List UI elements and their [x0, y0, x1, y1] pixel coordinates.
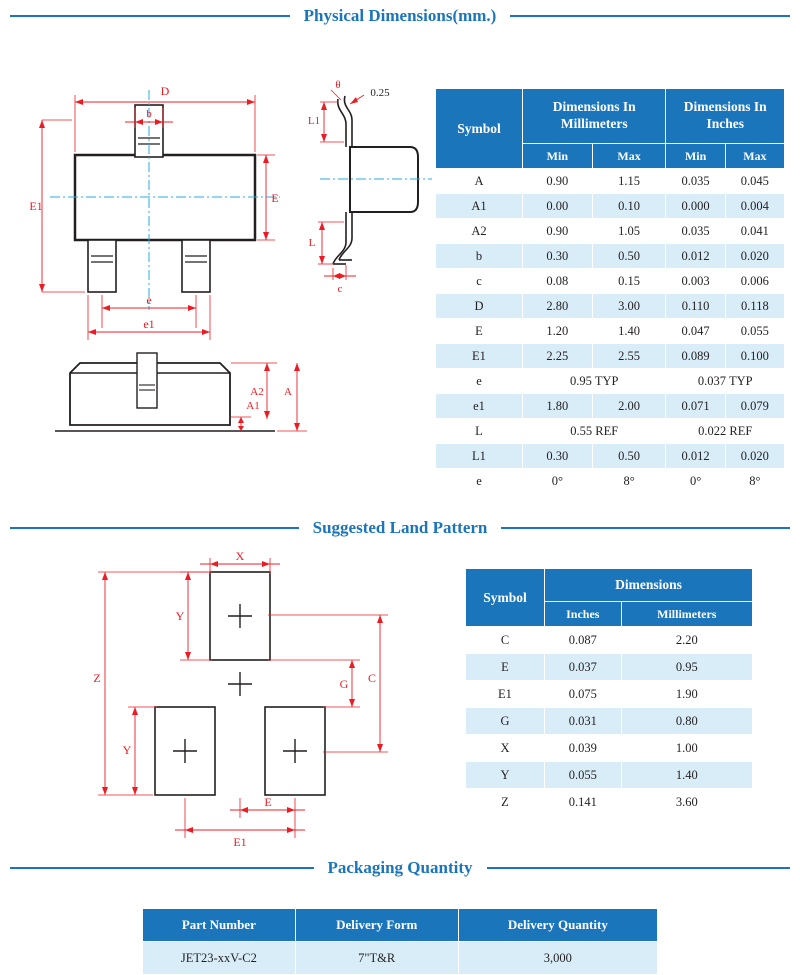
table-row	[436, 344, 785, 369]
cell-mm-max: 0.10	[592, 194, 666, 219]
cell-symbol: D	[436, 294, 523, 319]
cell-delivery-quantity: 3,000	[458, 942, 657, 975]
svg-text:Z: Z	[93, 671, 101, 685]
cell-mm-min: 0.90	[523, 169, 593, 194]
cell-mm: 1.90	[621, 681, 752, 708]
divider-right	[501, 527, 790, 529]
table-row	[466, 681, 753, 708]
cell-symbol: b	[436, 244, 523, 269]
divider-left	[10, 15, 290, 17]
table-row	[466, 708, 753, 735]
cell-mm-max: 2.55	[592, 344, 666, 369]
cell-in-max: 0.100	[725, 344, 784, 369]
svg-text:E1: E1	[30, 199, 43, 213]
cell-symbol: L	[436, 419, 523, 444]
svg-text:θ: θ	[335, 79, 341, 91]
col-header-millimeters: Millimeters	[621, 602, 752, 627]
cell-in-min: 0.035	[666, 169, 725, 194]
col-header-delivery-quantity: Delivery Quantity	[458, 909, 657, 942]
svg-text:A: A	[284, 386, 292, 398]
table-row	[466, 735, 753, 762]
cell-mm-min: 0°	[523, 469, 593, 494]
cell-symbol: A	[436, 169, 523, 194]
table-row	[466, 654, 753, 681]
svg-text:L: L	[308, 237, 316, 249]
cell-mm-max: 1.40	[592, 319, 666, 344]
cell-in-max: 0.004	[725, 194, 784, 219]
table-row	[436, 219, 785, 244]
cell-mm-min: 0.30	[523, 444, 593, 469]
front-view-drawing	[45, 345, 365, 460]
cell-symbol: Z	[466, 789, 545, 816]
cell-mm-min: 0.30	[523, 244, 593, 269]
cell-symbol: A1	[436, 194, 523, 219]
section-header-packaging	[0, 858, 800, 878]
col-header-delivery-form: Delivery Form	[295, 909, 458, 942]
svg-text:C: C	[367, 671, 377, 685]
col-header-part-number: Part Number	[143, 909, 296, 942]
packaging-quantity-table	[142, 908, 658, 975]
svg-text:D: D	[160, 84, 170, 98]
cell-mm-min: 1.80	[523, 394, 593, 419]
table-row	[436, 319, 785, 344]
col-header-millimeters: Dimensions In Millimeters	[523, 89, 666, 144]
table-row	[436, 394, 785, 419]
cell-mm-min: 2.25	[523, 344, 593, 369]
land-pattern-drawing	[80, 552, 420, 857]
cell-mm-max: 0.15	[592, 269, 666, 294]
cell-symbol: E	[466, 654, 545, 681]
divider-right	[510, 15, 790, 17]
col-header-in-min: Min	[666, 144, 725, 169]
cell-inches: 0.031	[545, 708, 622, 735]
cell-mm: 3.60	[621, 789, 752, 816]
cell-in-min: 0.110	[666, 294, 725, 319]
cell-mm-max: 0.50	[592, 244, 666, 269]
svg-text:E1: E1	[233, 835, 247, 849]
table-row	[436, 269, 785, 294]
svg-text:c: c	[337, 283, 343, 295]
svg-text:A1: A1	[246, 400, 260, 412]
cell-inches: 0.037	[545, 654, 622, 681]
cell-in-max: 0.079	[725, 394, 784, 419]
cell-mm: 2.20	[621, 627, 752, 654]
cell-mm-min: 0.00	[523, 194, 593, 219]
cell-inches: 0.087	[545, 627, 622, 654]
section-title-physical: Physical Dimensions(mm.)	[303, 6, 497, 25]
table-row	[436, 294, 785, 319]
cell-in-min: 0.003	[666, 269, 725, 294]
table-row	[466, 627, 753, 654]
cell-symbol: L1	[436, 444, 523, 469]
cell-mm-min: 2.80	[523, 294, 593, 319]
cell-in-max: 8°	[725, 469, 784, 494]
cell-mm-span: 0.95 TYP	[523, 369, 666, 394]
divider-left	[10, 527, 299, 529]
cell-in-max: 0.041	[725, 219, 784, 244]
side-view-drawing	[300, 62, 440, 307]
cell-mm-min: 0.08	[523, 269, 593, 294]
section-title-packaging: Packaging Quantity	[327, 858, 473, 877]
cell-in-min: 0.035	[666, 219, 725, 244]
cell-mm-max: 1.15	[592, 169, 666, 194]
col-header-symbol: Symbol	[436, 89, 523, 169]
section-header-land	[0, 518, 800, 538]
cell-mm-max: 3.00	[592, 294, 666, 319]
svg-text:E: E	[264, 795, 272, 809]
svg-text:e: e	[146, 293, 152, 307]
svg-text:Y: Y	[175, 609, 185, 623]
section-header-physical	[0, 6, 800, 26]
cell-symbol: G	[466, 708, 545, 735]
cell-symbol: e	[436, 469, 523, 494]
cell-mm-max: 8°	[592, 469, 666, 494]
cell-mm-min: 1.20	[523, 319, 593, 344]
cell-inches: 0.055	[545, 762, 622, 789]
table-row	[143, 942, 658, 975]
table-row	[436, 444, 785, 469]
cell-symbol: A2	[436, 219, 523, 244]
cell-mm-max: 0.50	[592, 444, 666, 469]
cell-in-min: 0.071	[666, 394, 725, 419]
cell-in-min: 0.000	[666, 194, 725, 219]
cell-in-max: 0.055	[725, 319, 784, 344]
cell-in-min: 0.012	[666, 444, 725, 469]
cell-mm: 1.00	[621, 735, 752, 762]
table-row	[436, 194, 785, 219]
col-header-inches: Dimensions In Inches	[666, 89, 785, 144]
svg-text:E: E	[271, 191, 279, 205]
table-row	[466, 762, 753, 789]
cell-delivery-form: 7"T&R	[295, 942, 458, 975]
cell-mm-max: 2.00	[592, 394, 666, 419]
divider-right	[487, 867, 791, 869]
cell-symbol: e	[436, 369, 523, 394]
divider-left	[10, 867, 314, 869]
cell-in-min: 0°	[666, 469, 725, 494]
col-header-symbol: Symbol	[466, 569, 545, 627]
svg-text:0.25: 0.25	[370, 87, 390, 99]
cell-in-span: 0.022 REF	[666, 419, 785, 444]
section-title-land: Suggested Land Pattern	[312, 518, 488, 537]
table-row	[436, 419, 785, 444]
table-row	[466, 789, 753, 816]
svg-text:L1: L1	[307, 115, 321, 127]
cell-inches: 0.039	[545, 735, 622, 762]
col-header-in-max: Max	[725, 144, 784, 169]
cell-symbol: C	[466, 627, 545, 654]
cell-mm-max: 1.05	[592, 219, 666, 244]
cell-mm-span: 0.55 REF	[523, 419, 666, 444]
cell-symbol: X	[466, 735, 545, 762]
cell-mm: 1.40	[621, 762, 752, 789]
cell-in-max: 0.045	[725, 169, 784, 194]
cell-in-span: 0.037 TYP	[666, 369, 785, 394]
cell-symbol: E1	[466, 681, 545, 708]
land-pattern-table	[465, 568, 753, 816]
col-header-mm-min: Min	[523, 144, 593, 169]
svg-text:G: G	[339, 677, 349, 691]
cell-in-min: 0.047	[666, 319, 725, 344]
cell-part-number: JET23-xxV-C2	[143, 942, 296, 975]
cell-inches: 0.075	[545, 681, 622, 708]
cell-mm: 0.95	[621, 654, 752, 681]
cell-mm: 0.80	[621, 708, 752, 735]
cell-in-max: 0.020	[725, 244, 784, 269]
physical-dimensions-table	[435, 88, 785, 494]
table-row	[436, 169, 785, 194]
col-header-mm-max: Max	[592, 144, 666, 169]
cell-symbol: E1	[436, 344, 523, 369]
col-header-inches: Inches	[545, 602, 622, 627]
table-row	[436, 369, 785, 394]
cell-inches: 0.141	[545, 789, 622, 816]
cell-mm-min: 0.90	[523, 219, 593, 244]
table-row	[436, 469, 785, 494]
cell-in-min: 0.089	[666, 344, 725, 369]
svg-text:Y: Y	[122, 743, 132, 757]
cell-in-max: 0.118	[725, 294, 784, 319]
cell-symbol: e1	[436, 394, 523, 419]
svg-text:e1: e1	[143, 317, 155, 331]
cell-in-min: 0.012	[666, 244, 725, 269]
cell-symbol: E	[436, 319, 523, 344]
cell-in-max: 0.006	[725, 269, 784, 294]
svg-text:X: X	[235, 552, 245, 563]
cell-symbol: c	[436, 269, 523, 294]
cell-in-max: 0.020	[725, 444, 784, 469]
svg-text:b: b	[146, 108, 152, 120]
col-header-dimensions: Dimensions	[545, 569, 753, 602]
svg-text:A2: A2	[250, 386, 264, 398]
cell-symbol: Y	[466, 762, 545, 789]
table-row	[436, 244, 785, 269]
